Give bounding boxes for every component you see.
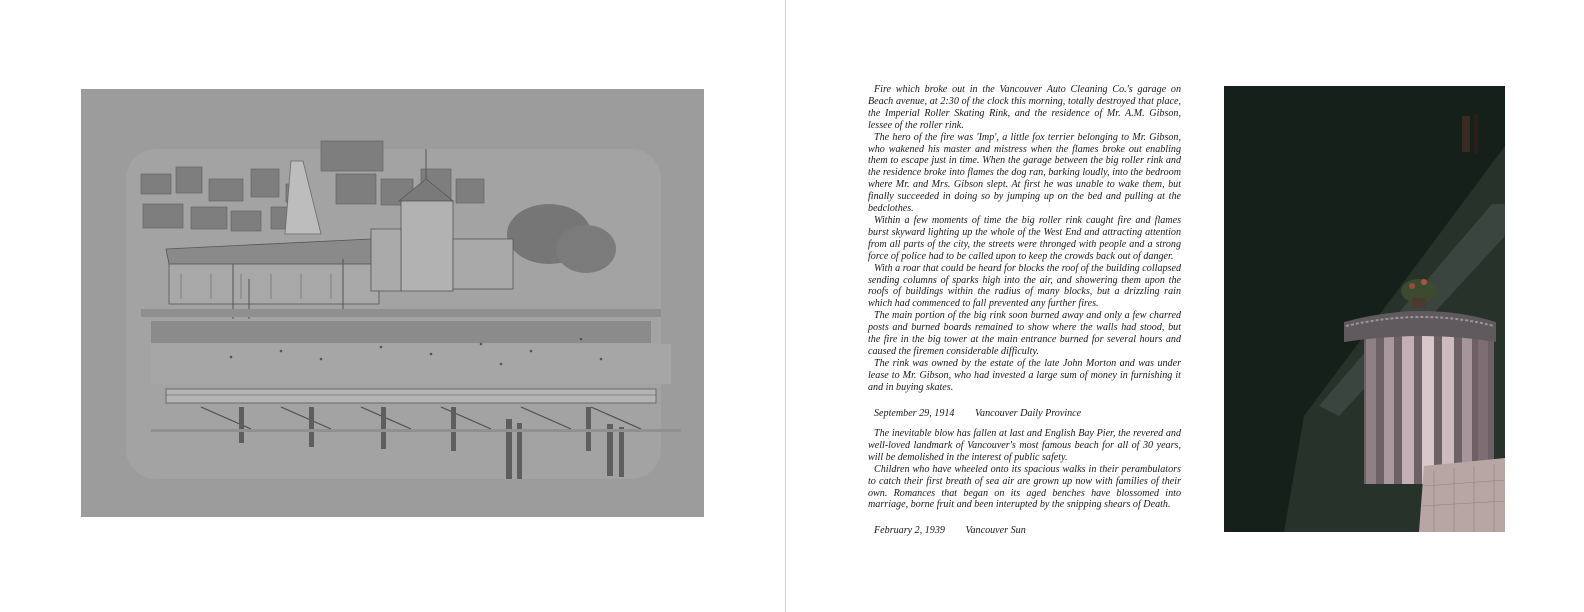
article-source: Vancouver Daily Province — [975, 407, 1082, 419]
article-dateline — [874, 408, 1181, 420]
article-date: February 2, 1939 — [874, 525, 945, 537]
left-page — [0, 0, 786, 612]
article-dateline — [874, 525, 1181, 537]
photo-image — [1224, 86, 1505, 532]
article-paragraph: The main portion of the big rink soon burned away and only a few charred posts and burned boards remained to show where the walls had stood, but the fire in the big tower at the main entrance burned for several hours and caused the firemen considerable difficulty. — [868, 310, 1181, 357]
article-paragraph: Children who have wheeled onto its spacious walks in their perambulators to catch their first breath of sea air are grown up now with families of their own. Romances that began on its aged benches have blossomed into marriage, borne fruit and been interupted by the snipping shears of Death. — [868, 463, 1181, 511]
page-gutter — [785, 0, 786, 612]
article-paragraph: The hero of the fire was 'Imp', a little fox terrier belonging to Mr. Gibson, who wakened his master and mistress when the flames broke out enabling them to escape just in time. When the garage between the big roller rink and the residence broke into flames the dog ran, barking loudly, into the bedroom where Mr. and Mrs. Gibson slept. At first he was unable to wake them, but finally succeeded in doing so by jumping up on the bed and pulling at the bedclothes. — [868, 131, 1181, 215]
article-paragraph: Within a few moments of time the big roller rink caught fire and flames burst skyward lighting up the whole of the West End and attracting attention from all parts of the city, the streets were thronged with people and a strong force of police had to be called upon to keep the crowds back out of danger. — [868, 214, 1181, 262]
sketch-image — [81, 89, 704, 517]
article-date: September 29, 1914 — [874, 407, 955, 419]
article-fire-1914 — [868, 84, 1181, 419]
article-paragraph: The inevitable blow has fallen at last and English Bay Pier, the revered and well-loved landmark of Vancouver's most famous beach for all of 30 years, will be demolished in the interest of public safety. — [868, 428, 1181, 463]
article-source: Vancouver Sun — [965, 525, 1026, 537]
article-paragraph: Fire which broke out in the Vancouver Auto Cleaning Co.'s garage on Beach avenue, at 2:30 of the clock this morning, totally destroyed that place, the Imperial Roller Skating Rink, and the residence of Mr. A.M. Gibson, lessee of the roller rink. — [868, 84, 1181, 131]
article-paragraph: With a roar that could be heard for blocks the roof of the building collapsed sending columns of sparks high into the air, and showering them upon the roofs of buildings within the radius of many blocks, but a drizzling rain which had commenced to fall prevented any further fires. — [868, 262, 1181, 310]
article-pier-1939 — [868, 428, 1181, 537]
article-paragraph: The rink was owned by the estate of the late John Morton and was under lease to Mr. Gibson, who had invested a large sum of money in furnishing it and in buying skates. — [868, 357, 1181, 393]
